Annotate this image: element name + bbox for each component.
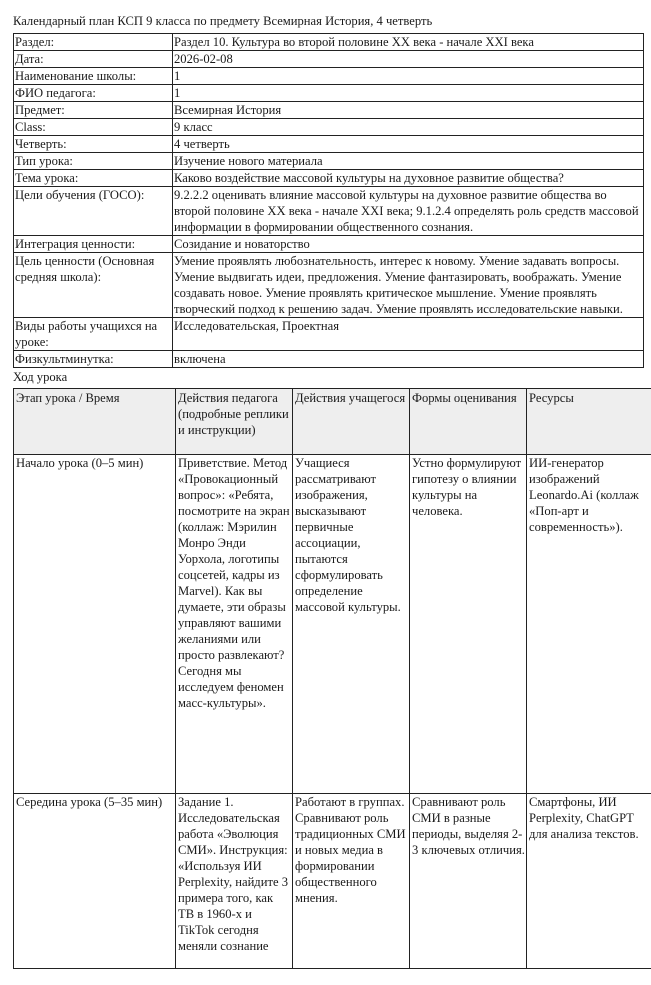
info-label: Цели обучения (ГОСО): (14, 187, 173, 236)
teacher-actions-cell: Задание 1. Исследовательская работа «Эволюция СМИ». Инструкция: «Используя ИИ Perplexity, найдите 3 примера того, как ТВ в 1960-х и TikTok сегодня меняли сознание (176, 794, 293, 969)
info-label: Физкультминутка: (14, 351, 173, 368)
lesson-flow-header-row (14, 389, 651, 455)
info-label: Интеграция ценности: (14, 236, 173, 253)
info-label: Четверть: (14, 136, 173, 153)
info-row (14, 85, 644, 102)
stage-cell: Середина урока (5–35 мин) (14, 794, 176, 969)
info-row (14, 170, 644, 187)
info-value: 1 (173, 85, 644, 102)
table-row (14, 794, 651, 969)
info-value: Раздел 10. Культура во второй половине XX века - начале XXI века (173, 34, 644, 51)
lesson-info-body (14, 34, 644, 368)
info-label: Тип урока: (14, 153, 173, 170)
teacher-actions-cell: Приветствие. Метод «Провокационный вопрос»: «Ребята, посмотрите на экран (коллаж: Мэрилин Монро Энди Уорхола, логотипы соцсетей, кадры из Marvel). Как вы думаете, эти образы управляют вашими желаниями или просто развлекают? Сегодня мы исследуем феномен масс-культуры». (176, 455, 293, 794)
resources-cell: Смартфоны, ИИ Perplexity, ChatGPT для анализа текстов. (527, 794, 651, 969)
info-value: Созидание и новаторство (173, 236, 644, 253)
info-row (14, 68, 644, 85)
info-row (14, 187, 644, 236)
info-label: ФИО педагога: (14, 85, 173, 102)
column-header-resources: Ресурсы (527, 389, 651, 455)
info-label: Виды работы учащихся на уроке: (14, 318, 173, 351)
column-header-assessment: Формы оценивания (410, 389, 527, 455)
info-row (14, 318, 644, 351)
info-value: Исследовательская, Проектная (173, 318, 644, 351)
info-row (14, 34, 644, 51)
info-row (14, 102, 644, 119)
info-label: Предмет: (14, 102, 173, 119)
info-label: Раздел: (14, 34, 173, 51)
lesson-flow-heading: Ход урока (13, 370, 68, 384)
info-label: Наименование школы: (14, 68, 173, 85)
info-row (14, 51, 644, 68)
assessment-cell: Сравнивают роль СМИ в разные периоды, выделяя 2-3 ключевых отличия. (410, 794, 527, 969)
column-header-stage: Этап урока / Время (14, 389, 176, 455)
info-value: 2026-02-08 (173, 51, 644, 68)
info-row (14, 351, 644, 368)
info-value: Умение проявлять любознательность, интерес к новому. Умение задавать вопросы. Умение выдвигать идеи, предложения. Умение фантазировать, воображать. Умение создавать новое. Умение проявлять критическое мышление. Умение проявлять творческий подход к решению задач. Умение проявлять исследовательские навыки. (173, 253, 644, 318)
info-row (14, 236, 644, 253)
lesson-info-table (13, 33, 644, 368)
info-row (14, 119, 644, 136)
table-row (14, 455, 651, 794)
info-value: Всемирная История (173, 102, 644, 119)
student-actions-cell: Учащиеся рассматривают изображения, высказывают первичные ассоциации, пытаются сформулировать определение массовой культуры. (293, 455, 410, 794)
info-label: Class: (14, 119, 173, 136)
info-value: 1 (173, 68, 644, 85)
stage-cell: Начало урока (0–5 мин) (14, 455, 176, 794)
info-label: Цель ценности (Основная средняя школа): (14, 253, 173, 318)
resources-cell: ИИ-генератор изображений Leonardo.Ai (коллаж «Поп-арт и современность»). (527, 455, 651, 794)
info-value: 4 четверть (173, 136, 644, 153)
document-title: Календарный план КСП 9 класса по предмету Всемирная История, 4 четверть (13, 14, 433, 28)
info-label: Дата: (14, 51, 173, 68)
info-value: Изучение нового материала (173, 153, 644, 170)
document-page (13, 10, 640, 969)
info-label: Тема урока: (14, 170, 173, 187)
info-value: 9.2.2.2 оценивать влияние массовой культуры на духовное развитие общества во второй половине XX века - начале XXI века; 9.1.2.4 определять роль средств массовой информации в формировании общественного сознания. (173, 187, 644, 236)
column-header-teacher-actions: Действия педагога (подробные реплики и инструкции) (176, 389, 293, 455)
info-value: 9 класс (173, 119, 644, 136)
info-row (14, 153, 644, 170)
student-actions-cell: Работают в группах. Сравнивают роль традиционных СМИ и новых медиа в формировании общественного мнения. (293, 794, 410, 969)
info-value: Каково воздействие массовой культуры на духовное развитие общества? (173, 170, 644, 187)
lesson-flow-table (13, 388, 651, 969)
assessment-cell: Устно формулируют гипотезу о влиянии культуры на человека. (410, 455, 527, 794)
info-row (14, 136, 644, 153)
info-row (14, 253, 644, 318)
column-header-student-actions: Действия учащегося (293, 389, 410, 455)
info-value: включена (173, 351, 644, 368)
